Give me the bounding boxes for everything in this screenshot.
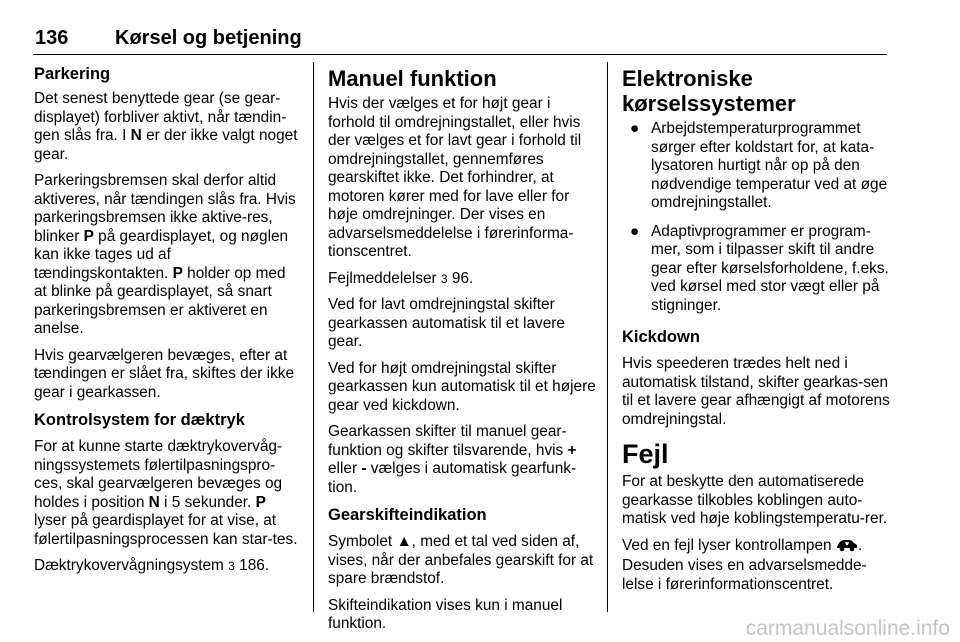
heading-manuel-funktion: Manuel funktion [328,66,497,91]
paragraph: Parkeringsbremsen skal derfor altid aktiveres, når tændingen slås fra. Hvis parkeringsbremsen ikke aktive-res, blinker P på geardisplayet, og nøglen kan ikke tages ud af tændingskontakten. P holder op med at blinke på geardisplayet, så snart parkeringsbremsen er aktiveret en anelse. [34,172,296,337]
bullet-icon: ● [630,222,640,240]
paragraph: Hvis der vælges et for højt gear i forhold til omdrejningstallet, eller hvis der vælges et for lavt gear i forhold til omdrejningstallet, gennemføres gearskiftet ikke. Det forhindrer, at motoren kører med for lave eller for høje omdrejninger. Der vises en advarselsmeddelelse i førerinforma-tionscentret. [328,95,582,260]
paragraph: Hvis speederen trædes helt ned i automatisk tilstand, skifter gearkas-sen til et lavere gear afhængigt af motorens omdrejningstal. [622,355,890,428]
paragraph: Gearkassen skifter til manuel gear-funktion og skifter tilsvarende, hvis + eller - vælges i automatisk gearfunk-tion. [328,423,577,496]
paragraph: Ved for højt omdrejningstal skifter gearkassen kun automatisk til et højere gear ved kickdown. [328,359,596,414]
column-3 [622,60,892,602]
paragraph: Skifteindikation vises kun i manuel funktion. [328,596,563,632]
heading-kickdown: Kickdown [622,328,700,346]
heading-gearskifteindikation: Gearskifteindikation [328,506,487,524]
cross-reference[interactable]: Fejlmeddelelser 3 96. [328,269,474,287]
reference-arrow-icon: 3 [228,559,235,573]
heading-elektroniske-korselssystemer: Elektroniske kørselssystemer [622,66,796,116]
heading-parkering: Parkering [34,65,111,83]
bullet-icon: ● [630,120,640,137]
heading-kontrolsystem: Kontrolsystem for dæktryk [34,411,245,429]
heading-fejl: Fejl [622,439,669,469]
paragraph: For at kunne starte dæktrykovervåg-ningssystemets følertilpasningspro-ces, skal gearvælgeren bevæges og holdes i position N i 5 sekunder. P lyser på geardisplayet for at vise, at følertilpasningsprocessen kan star-tes. [34,438,298,548]
column-2 [328,60,598,642]
paragraph: Ved en fejl lyser kontrollampen . Desuden vises en advarselsmedde-lelse i førerinformationscentret. [622,536,867,593]
page-header [33,28,887,55]
page-number: 136 [35,27,69,49]
cross-reference[interactable]: Dæktrykovervågningsystem 3 186. [34,557,270,574]
paragraph: For at beskytte den automatiserede gearkasse tilkobles koblingen auto-matisk ved høje koblingstemperatu-rer. [622,473,888,527]
bullet-list [622,120,892,315]
list-item: ● Adaptivprogrammer er program-mer, som i tilpasser skift til andre gear efter kørselsforholdene, f.eks. ved kørsel med stor vægt eller på stigninger. [630,222,889,314]
paragraph: Det senest benyttede gear (se gear-displayet) forbliver aktivt, når tændin-gen slås fra. I N er der ikke valgt noget gear. [34,90,298,163]
column-divider [313,62,314,612]
column-1 [34,60,302,584]
paragraph: Hvis gearvælgeren bevæges, efter at tændingen er slået fra, skiftes der ikke gear i gearkassen. [34,346,295,401]
list-item: ● Arbejdstemperaturprogrammet sørger efter koldstart for, at kata-lysatoren hurtigt når op på den nødvendige temperatur ved at øge omdrejningstallet. [630,120,888,211]
page-title: Kørsel og betjening [115,27,302,49]
column-divider [607,62,608,612]
reference-arrow-icon: 3 [440,271,448,286]
watermark: carmanualsonline.info [745,617,950,640]
paragraph: Symbolet ▲, med et tal ved siden af, vises, når der anbefales gearskift for at spare brændstof. [328,533,594,587]
paragraph: Ved for lavt omdrejningstal skifter gearkassen automatisk til et lavere gear. [328,296,565,350]
triangle-up-icon: ▲ [396,533,412,550]
car-gear-warning-icon [836,538,858,558]
